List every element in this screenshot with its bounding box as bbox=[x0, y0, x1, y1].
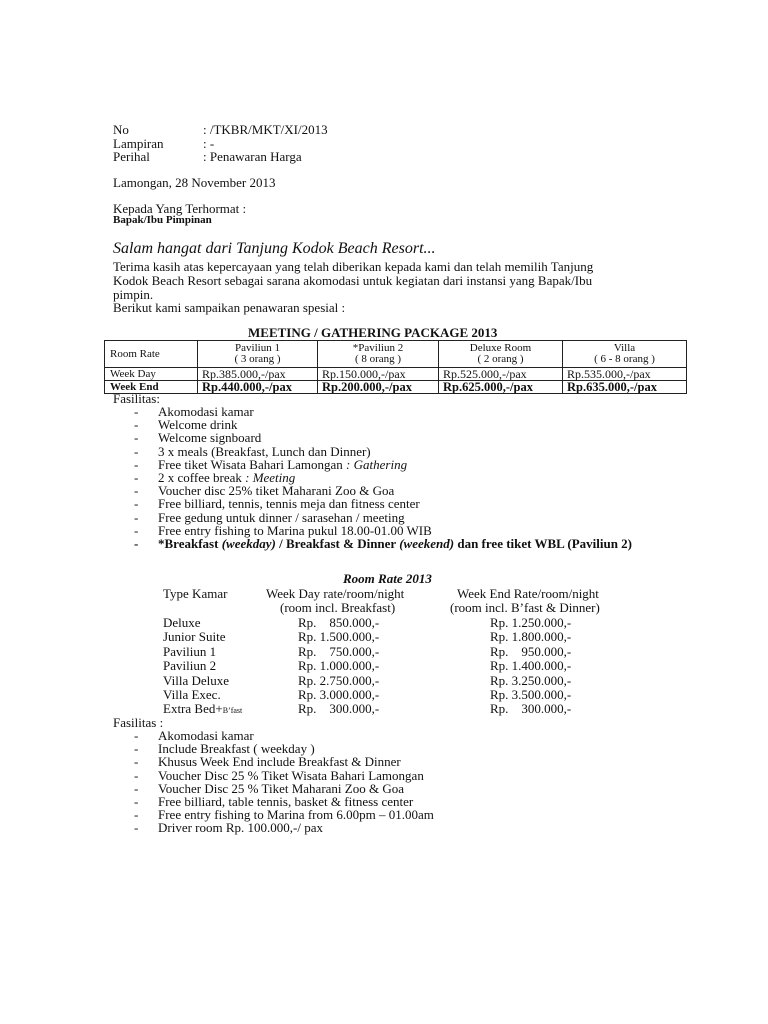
weekday-rate: Rp. 2.750.000,- bbox=[298, 673, 380, 688]
weekend-rate: Rp. 3.500.000,- bbox=[490, 687, 572, 702]
room-type: Junior Suite bbox=[163, 629, 226, 644]
room-type: Villa Exec. bbox=[163, 687, 221, 702]
list-item: - Driver room Rp. 100.000,-/ pax bbox=[134, 821, 434, 834]
list-item: - 3 x meals (Breakfast, Lunch dan Dinner) bbox=[134, 445, 632, 458]
package-table bbox=[104, 340, 687, 394]
weekend-rate: Rp. 1.400.000,- bbox=[490, 658, 572, 673]
list-item: - Voucher Disc 25 % Tiket Wisata Bahari Lamongan bbox=[134, 769, 434, 782]
weekend-header-line-1: Week End Rate/room/night bbox=[457, 586, 599, 601]
package-cell: Rp.535.000,-/pax bbox=[563, 368, 687, 381]
package-cell: Rp.635.000,-/pax bbox=[563, 381, 687, 394]
list-item: - Free billiard, table tennis, basket & fitness center bbox=[134, 795, 434, 808]
package-cell: Rp.150.000,-/pax bbox=[318, 368, 439, 381]
package-col-deluxe-room: Deluxe Room ( 2 orang ) bbox=[439, 341, 563, 368]
room-type: Extra Bed+B’fast bbox=[163, 701, 243, 716]
body-line-4: Berikut kami sampaikan penawaran spesial : bbox=[113, 300, 346, 315]
package-cell: Rp.200.000,-/pax bbox=[318, 381, 439, 394]
list-item: - Include Breakfast ( weekday ) bbox=[134, 742, 434, 755]
list-item: - Voucher Disc 25 % Tiket Maharani Zoo & Goa bbox=[134, 782, 434, 795]
weekend-rate: Rp. 3.250.000,- bbox=[490, 673, 572, 688]
perihal-label: Perihal bbox=[113, 149, 150, 164]
list-item: - Free entry fishing to Marina from 6.00pm – 01.00am bbox=[134, 808, 434, 821]
recipient-greeting: Kepada Yang Terhormat : bbox=[113, 201, 247, 216]
list-item: - Welcome drink bbox=[134, 418, 632, 431]
no-value: : /TKBR/MKT/XI/2013 bbox=[203, 122, 328, 137]
package-col-villa: Villa ( 6 - 8 orang ) bbox=[563, 341, 687, 368]
weekday-rate: Rp. 1.500.000,- bbox=[298, 629, 380, 644]
body-line-1: Terima kasih atas kepercayaan yang telah diberikan kepada kami dan telah memilih Tanjung bbox=[113, 259, 594, 274]
weekend-rate: Rp. 950.000,- bbox=[490, 644, 572, 659]
lampiran-value: : - bbox=[203, 136, 215, 151]
weekday-rate: Rp. 1.000.000,- bbox=[298, 658, 380, 673]
package-col-paviliun-2: *Paviliun 2 ( 8 orang ) bbox=[318, 341, 439, 368]
package-row-label: Week Day bbox=[105, 368, 198, 381]
lampiran-label: Lampiran bbox=[113, 136, 164, 151]
list-item: - Free gedung untuk dinner / sarasehan / meeting bbox=[134, 511, 632, 524]
list-item: - Akomodasi kamar bbox=[134, 405, 632, 418]
weekday-header-line-2: (room incl. Breakfast) bbox=[280, 600, 396, 615]
package-row-label: Week End bbox=[105, 381, 198, 394]
salutation: Salam hangat dari Tanjung Kodok Beach Resort... bbox=[113, 240, 436, 257]
room-rate-title: Room Rate 2013 bbox=[343, 571, 432, 586]
weekday-header-line-1: Week Day rate/room/night bbox=[266, 586, 405, 601]
weekend-rate: Rp. 300.000,- bbox=[490, 701, 572, 716]
list-item: - Khusus Week End include Breakfast & Dinner bbox=[134, 755, 434, 768]
room-type: Paviliun 1 bbox=[163, 644, 217, 659]
weekend-header-line-2: (room incl. B’fast & Dinner) bbox=[450, 600, 600, 615]
list-item: - 2 x coffee break : Meeting bbox=[134, 471, 632, 484]
room-type-header: Type Kamar bbox=[163, 586, 228, 601]
list-item: - Voucher disc 25% tiket Maharani Zoo & Goa bbox=[134, 484, 632, 497]
body-line-3: pimpin. bbox=[113, 287, 154, 302]
weekday-rate: Rp. 750.000,- bbox=[298, 644, 380, 659]
weekday-rate: Rp. 850.000,- bbox=[298, 615, 380, 630]
weekend-rate: Rp. 1.800.000,- bbox=[490, 629, 572, 644]
weekday-rate: Rp. 300.000,- bbox=[298, 701, 380, 716]
list-item-highlight: - *Breakfast (weekday) / Breakfast & Dinner (weekend) dan free tiket WBL (Paviliun 2) bbox=[134, 537, 632, 550]
package-row-weekday bbox=[105, 368, 687, 381]
letter-date: Lamongan, 28 November 2013 bbox=[113, 175, 276, 190]
perihal-value: : Penawaran Harga bbox=[203, 149, 302, 164]
no-label: No bbox=[113, 122, 129, 137]
room-type: Paviliun 2 bbox=[163, 658, 217, 673]
package-cell: Rp.385.000,-/pax bbox=[198, 368, 318, 381]
room-rate-header: Room Rate bbox=[105, 341, 198, 368]
list-item: - Free billiard, tennis, tennis meja dan fitness center bbox=[134, 497, 632, 510]
fasilitas-1-title: Fasilitas: bbox=[113, 391, 160, 406]
package-row-weekend bbox=[105, 381, 687, 394]
room-type: Deluxe bbox=[163, 615, 201, 630]
recipient-name: Bapak/Ibu Pimpinan bbox=[113, 214, 212, 226]
fasilitas-2-list bbox=[134, 729, 434, 835]
list-item: - Welcome signboard bbox=[134, 431, 632, 444]
weekday-rate: Rp. 3.000.000,- bbox=[298, 687, 380, 702]
fasilitas-1-list bbox=[134, 405, 632, 550]
package-cell: Rp.525.000,-/pax bbox=[439, 368, 563, 381]
list-item: - Free tiket Wisata Bahari Lamongan : Gathering bbox=[134, 458, 632, 471]
package-header-row bbox=[105, 341, 687, 368]
package-cell: Rp.625.000,-/pax bbox=[439, 381, 563, 394]
package-cell: Rp.440.000,-/pax bbox=[198, 381, 318, 394]
package-title: MEETING / GATHERING PACKAGE 2013 bbox=[248, 325, 498, 340]
package-col-paviliun-1: Paviliun 1 ( 3 orang ) bbox=[198, 341, 318, 368]
body-line-2: Kodok Beach Resort sebagai sarana akomodasi untuk kegiatan dari instansi yang Bapak/Ibu bbox=[113, 273, 593, 288]
list-item: - Akomodasi kamar bbox=[134, 729, 434, 742]
weekend-rate: Rp. 1.250.000,- bbox=[490, 615, 572, 630]
list-item: - Free entry fishing to Marina pukul 18.00-01.00 WIB bbox=[134, 524, 632, 537]
room-type: Villa Deluxe bbox=[163, 673, 230, 688]
fasilitas-2-title: Fasilitas : bbox=[113, 715, 164, 730]
